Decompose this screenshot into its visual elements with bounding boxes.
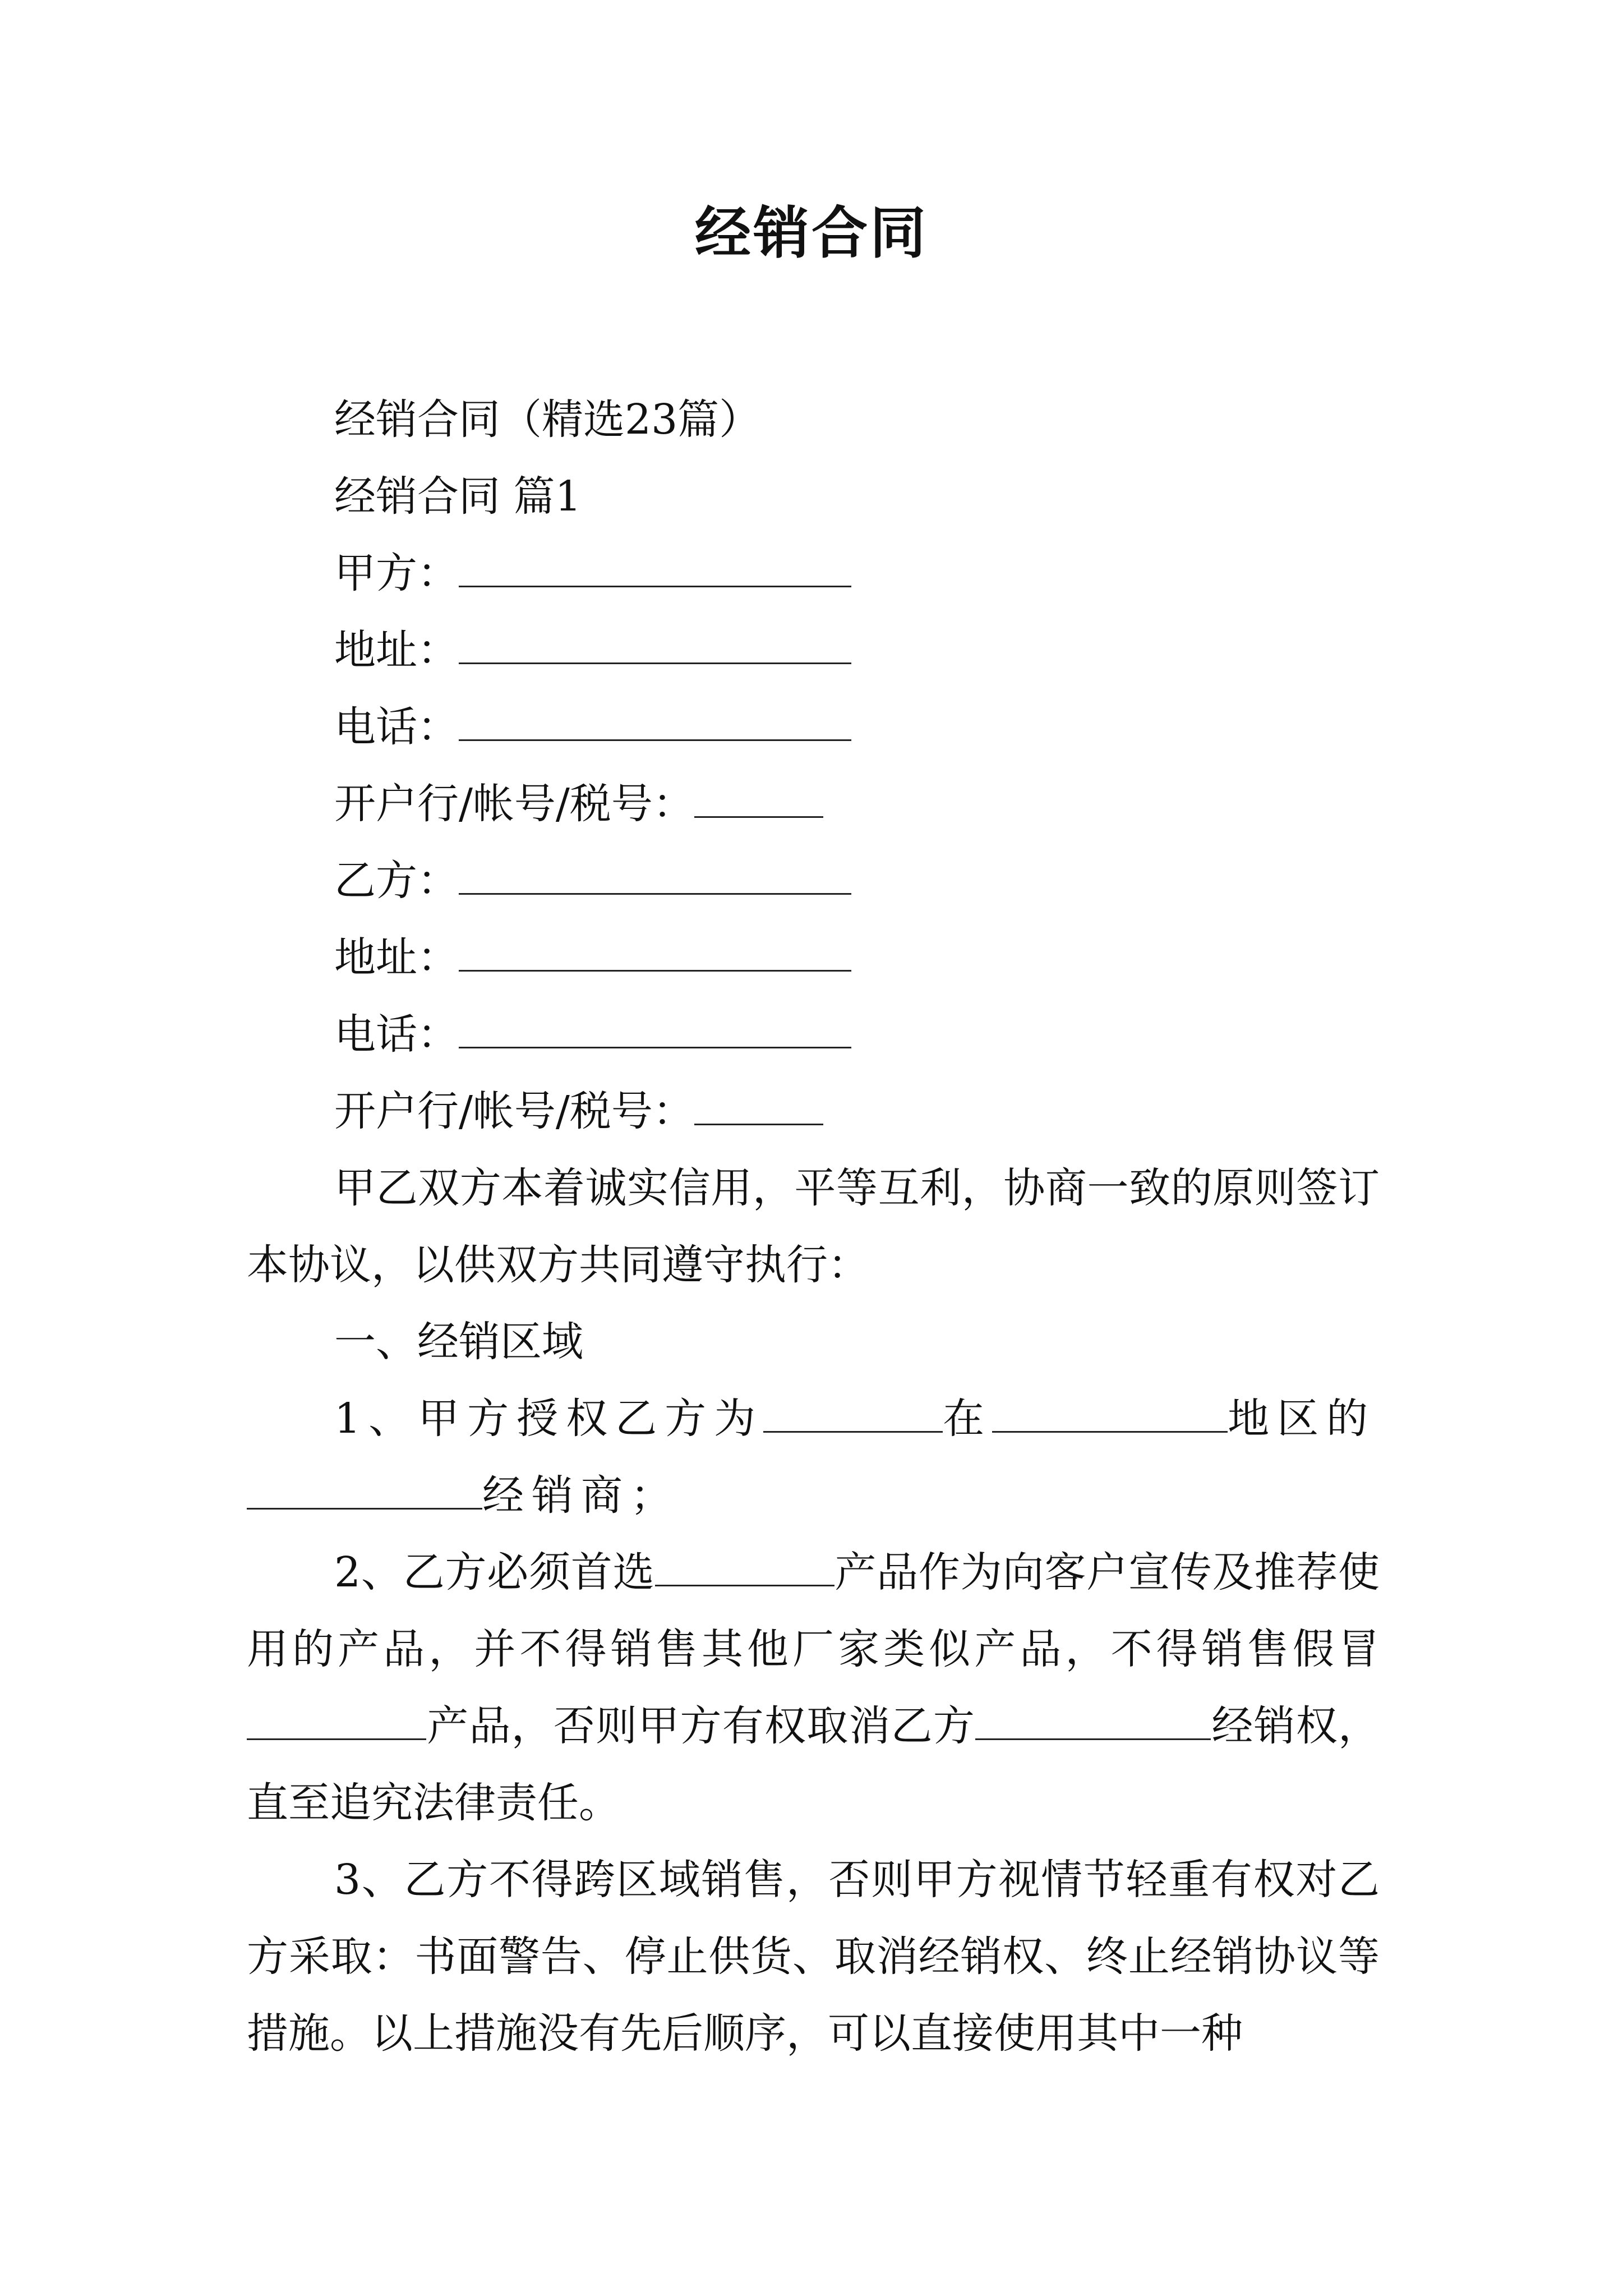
party-a-address-blank[interactable] (459, 628, 851, 664)
party-b-bank-blank[interactable] (694, 1089, 823, 1125)
clause-2-text-d: 经销权，直至追究法律责任。 (247, 1702, 1380, 1827)
party-b-phone-blank[interactable] (459, 1012, 851, 1048)
party-b-name-row (247, 843, 1380, 919)
party-b-address-label: 地址： (334, 933, 459, 982)
preamble-paragraph: 甲乙双方本着诚实信用，平等互利，协商一致的原则签订本协议，以供双方共同遵守执行： (247, 1164, 1380, 1289)
clause-1-region-blank[interactable] (992, 1396, 1228, 1433)
party-b-name-blank[interactable] (459, 858, 851, 895)
party-a-name-blank[interactable] (459, 551, 851, 587)
clause-3-paragraph: 3、乙方不得跨区域销售，否则甲方视情节轻重有权对乙方采取：书面警告、停止供货、取消经销权、终止经销协议等措施。以上措施没有先后顺序，可以直接使用其中一种 (247, 1856, 1380, 2058)
document-subtitle: 经销合同（精选23篇） (334, 395, 761, 444)
party-a-bank-row (247, 766, 1380, 843)
party-b-address-blank[interactable] (459, 935, 851, 972)
section-heading: 一、经销区域 (334, 1318, 583, 1366)
clause-1-paragraph (247, 1381, 1380, 1534)
party-a-name-label: 甲方： (334, 549, 459, 597)
clause-1-text-d: 经销商； (482, 1471, 680, 1520)
clause-2-text-b: 产品作为向客户宣传及推荐使用的产品，并不得销售其他厂家类似产品，不得销售假冒 (247, 1548, 1380, 1673)
clause-1-text-b: 在 (943, 1395, 993, 1443)
party-a-address-label: 地址： (334, 626, 459, 674)
document-body (247, 381, 1380, 2072)
clause-2-right-blank[interactable] (975, 1704, 1211, 1740)
party-b-name-label: 乙方： (334, 857, 459, 905)
party-b-phone-label: 电话： (334, 1010, 459, 1059)
party-b-phone-row (247, 996, 1380, 1073)
party-a-bank-blank[interactable] (694, 781, 823, 818)
clause-2-counterfeit-blank[interactable] (247, 1704, 426, 1740)
party-a-address-row (247, 612, 1380, 689)
clause-2-brand-blank[interactable] (655, 1550, 834, 1586)
clause-2-text-a: 2、乙方必须首选 (334, 1548, 655, 1596)
party-b-address-row (247, 919, 1380, 996)
clause-2-text-c: 产品，否则甲方有权取消乙方 (426, 1702, 976, 1750)
clause-1-text-a: 1、甲方授权乙方为 (334, 1395, 764, 1443)
party-b-bank-row (247, 1073, 1380, 1150)
clause-1-text-c: 地区的 (1228, 1395, 1376, 1443)
clause-2-paragraph (247, 1534, 1380, 1842)
clause-1-brand-blank[interactable] (763, 1396, 943, 1433)
party-b-bank-label: 开户行/帐号/税号： (334, 1087, 694, 1135)
party-a-name-row (247, 535, 1380, 612)
party-a-bank-label: 开户行/帐号/税号： (334, 780, 694, 828)
part-heading: 经销合同 篇1 (334, 472, 582, 521)
party-a-phone-row (247, 689, 1380, 766)
clause-1-dealer-blank[interactable] (247, 1473, 482, 1510)
document-title: 经销合同 (695, 200, 928, 266)
party-a-phone-blank[interactable] (459, 705, 851, 741)
party-a-phone-label: 电话： (334, 703, 459, 751)
